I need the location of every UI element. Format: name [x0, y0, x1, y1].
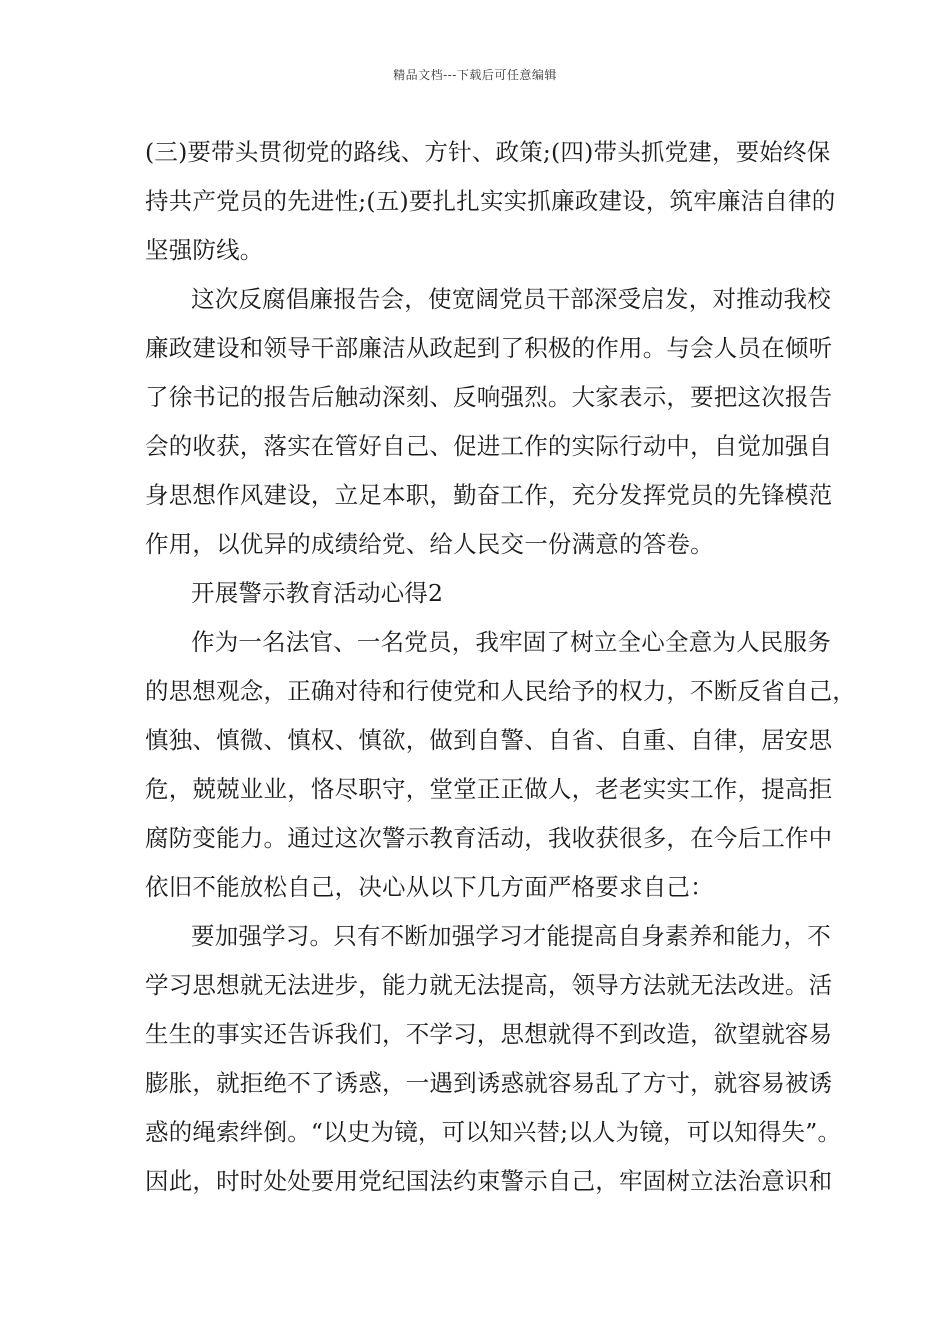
text-line: 膨胀，就拒绝不了诱惑，一遇到诱惑就容易乱了方寸，就容易被诱 [145, 1069, 833, 1097]
section-heading [145, 569, 827, 618]
text-line: 慎独、慎微、慎权、慎欲，做到自警、自省、自重、自律，居安思 [145, 726, 833, 754]
text-line: 因此，时时处处要用党纪国法约束警示自己，牢固树立法治意识和 [145, 1167, 833, 1195]
text-line: 这次反腐倡廉报告会，使宽阔党员干部深受启发，对推动我校 [191, 285, 831, 313]
text-line: 学习思想就无法进步，能力就无法提高，领导方法就无法改进。活 [145, 971, 833, 999]
text-line: 作用，以优异的成绩给党、给人民交一份满意的答卷。 [145, 530, 714, 558]
heading-line: 开展警示教育活动心得2 [191, 579, 444, 607]
paragraph [145, 128, 836, 275]
text-line: (三)要带头贯彻党的路线、方针、政策;(四)带头抓党建，要始终保 [145, 138, 831, 166]
paragraph [145, 618, 856, 912]
paragraph [145, 275, 833, 569]
text-line: 身思想作风建设，立足本职，勤奋工作，充分发挥党员的先锋模范 [145, 481, 833, 509]
text-line: 会的收获，落实在管好自己、促进工作的实际行动中，自觉加强自 [145, 432, 833, 460]
text-line: 持共产党员的先进性;(五)要扎扎实实抓廉政建设，筑牢廉洁自律的 [145, 187, 836, 215]
text-line: 廉政建设和领导干部廉洁从政起到了积极的作用。与会人员在倾听 [145, 334, 833, 362]
text-line: 危，兢兢业业，恪尽职守，堂堂正正做人，老老实实工作，提高拒 [145, 775, 833, 803]
text-line: 的思想观念，正确对待和行使党和人民给予的权力，不断反省自己， [145, 677, 856, 705]
text-line: 坚强防线。 [145, 236, 264, 264]
text-line: 了徐书记的报告后触动深刻、反响强烈。大家表示，要把这次报告 [145, 383, 833, 411]
document-body [145, 128, 856, 1206]
text-line: 惑的绳索绊倒。“以史为镜，可以知兴替;以人为镜，可以知得失”。 [145, 1118, 842, 1146]
text-line: 腐防变能力。通过这次警示教育活动，我收获很多，在今后工作中 [145, 824, 833, 852]
paragraph [145, 912, 842, 1206]
page-header: 精品文档---下载后可任意编辑 [393, 68, 557, 82]
text-line: 要加强学习。只有不断加强学习才能提高自身素养和能力，不 [191, 922, 831, 950]
text-line: 依旧不能放松自己，决心从以下几方面严格要求自己： [145, 873, 714, 901]
text-line: 作为一名法官、一名党员，我牢固了树立全心全意为人民服务 [191, 628, 831, 656]
text-line: 生生的事实还告诉我们，不学习，思想就得不到改造，欲望就容易 [145, 1020, 833, 1048]
